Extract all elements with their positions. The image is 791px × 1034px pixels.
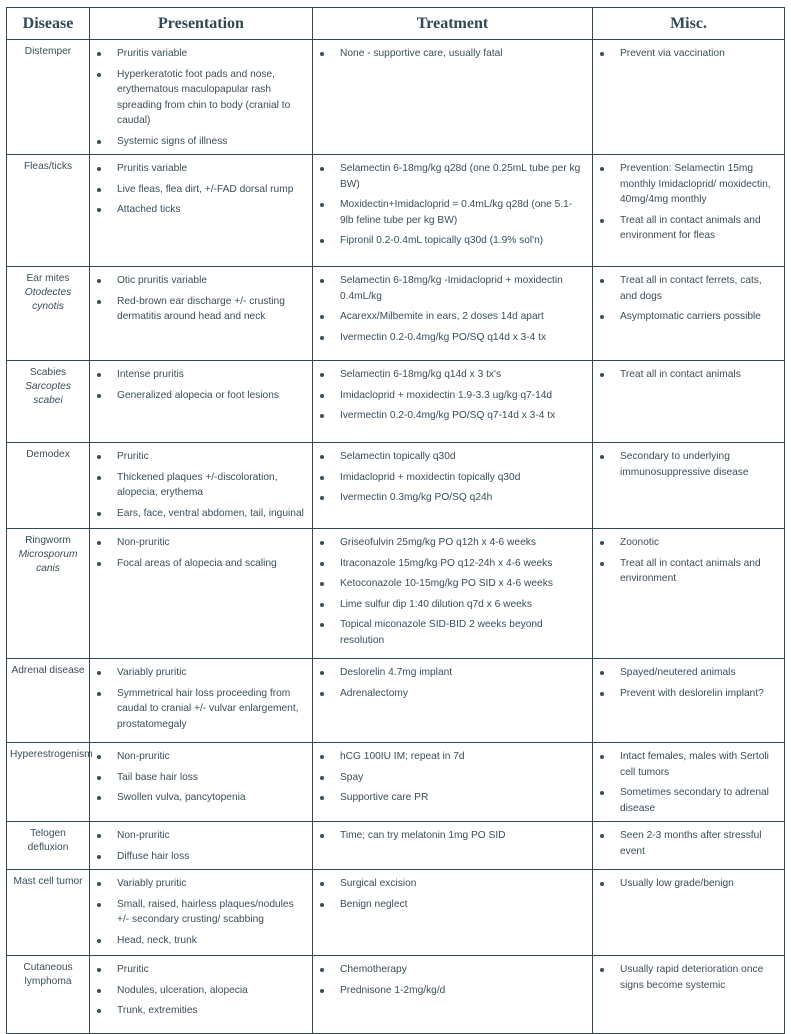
disease-name: Demodex xyxy=(26,449,70,460)
list-item: Swollen vulva, pancytopenia xyxy=(91,790,305,806)
treatment-cell xyxy=(313,40,593,155)
disease-cell xyxy=(7,267,90,361)
misc-list xyxy=(594,41,783,66)
treatment-list xyxy=(314,156,591,253)
list-item: Ears, face, ventral abdomen, tail, inguinal xyxy=(91,506,305,522)
disease-cell xyxy=(7,743,93,822)
disease-name: Ear mites xyxy=(26,273,70,284)
list-item: Asymptomatic carriers possible xyxy=(594,309,777,325)
list-item: Treat all in contact animals and environment xyxy=(594,556,777,587)
treatment-list xyxy=(314,268,591,349)
presentation-cell xyxy=(90,155,313,267)
list-item: Usually rapid deterioration once signs become systemic xyxy=(594,962,777,993)
list-item: Acarexx/Milbemite in ears, 2 doses 14d apart xyxy=(314,309,585,325)
list-item: Ketoconazole 10-15mg/kg PO SID x 4-6 weeks xyxy=(314,576,585,592)
presentation-list xyxy=(91,530,311,575)
presentation-list xyxy=(91,660,311,736)
presentation-list xyxy=(91,444,311,525)
treatment-cell xyxy=(313,659,593,743)
list-item: Variably pruritic xyxy=(91,876,305,892)
presentation-cell xyxy=(90,529,313,659)
treatment-cell xyxy=(313,155,593,267)
list-item: Adrenalectomy xyxy=(314,686,585,702)
list-item: Usually low grade/benign xyxy=(594,876,777,892)
list-item: Red-brown ear discharge +/- crusting dermatitis around head and neck xyxy=(91,294,305,325)
presentation-list xyxy=(91,362,311,407)
list-item: Prevention: Selamectin 15mg monthly Imidacloprid/ moxidectin, 40mg/4mg monthly xyxy=(594,161,777,208)
misc-list xyxy=(594,744,783,820)
list-item: Non-pruritic xyxy=(91,749,305,765)
table-body xyxy=(7,40,785,1034)
scientific-name: Sarcoptes scabei xyxy=(25,381,71,406)
treatment-list xyxy=(314,957,591,1002)
list-item: Treat all in contact animals xyxy=(594,367,777,383)
list-item: Non-pruritic xyxy=(91,535,305,551)
misc-cell xyxy=(593,822,785,870)
treatment-list xyxy=(314,660,591,705)
presentation-list xyxy=(91,823,311,868)
disease-cell xyxy=(7,529,90,659)
list-item: Pruritis variable xyxy=(91,161,305,177)
list-item: Treat all in contact ferrets, cats, and dogs xyxy=(594,273,777,304)
list-item: Live fleas, flea dirt, +/-FAD dorsal rump xyxy=(91,182,305,198)
treatment-list xyxy=(314,744,591,810)
table-row xyxy=(7,443,785,529)
misc-cell xyxy=(593,870,785,956)
list-item: Secondary to underlying immunosuppressive disease xyxy=(594,449,777,480)
misc-cell xyxy=(593,267,785,361)
treatment-cell xyxy=(313,267,593,361)
list-item: Chemotherapy xyxy=(314,962,585,978)
list-item: Trunk, extremities xyxy=(91,1003,305,1019)
table-row xyxy=(7,870,785,956)
list-item: Ivermectin 0.3mg/kg PO/SQ q24h xyxy=(314,490,585,506)
list-item: Prednisone 1-2mg/kg/d xyxy=(314,983,585,999)
table-row xyxy=(7,361,785,443)
list-item: Selamectin 6-18mg/kg q28d (one 0.25mL tube per kg BW) xyxy=(314,161,585,192)
disease-cell xyxy=(7,443,90,529)
list-item: Nodules, ulceration, alopecia xyxy=(91,983,305,999)
disease-cell xyxy=(7,361,90,443)
list-item: Generalized alopecia or foot lesions xyxy=(91,388,305,404)
presentation-cell xyxy=(90,956,313,1034)
list-item: Selamectin 6-18mg/kg q14d x 3 tx's xyxy=(314,367,585,383)
table-row xyxy=(7,267,785,361)
header-misc: Misc. xyxy=(593,8,785,40)
presentation-list xyxy=(91,268,311,329)
scientific-name: Otodectes cynotis xyxy=(24,287,72,312)
disease-table xyxy=(6,7,785,1034)
disease-name: Scabies xyxy=(29,367,67,378)
misc-list xyxy=(594,362,783,387)
treatment-list xyxy=(314,823,591,848)
list-item: Seen 2-3 months after stressful event xyxy=(594,828,777,859)
disease-name: Hyperestrogenism xyxy=(10,749,93,760)
list-item: Head, neck, trunk xyxy=(91,933,305,949)
list-item: Intact females, males with Sertoli cell tumors xyxy=(594,749,777,780)
header-row xyxy=(7,8,785,40)
treatment-cell xyxy=(313,743,593,822)
treatment-list xyxy=(314,362,591,428)
treatment-list xyxy=(314,871,591,916)
presentation-list xyxy=(91,744,311,810)
list-item: Topical miconazole SID-BID 2 weeks beyond resolution xyxy=(314,617,585,648)
treatment-list xyxy=(314,444,591,510)
treatment-list xyxy=(314,41,591,66)
header-treatment: Treatment xyxy=(313,8,593,40)
disease-name: Distemper xyxy=(24,46,72,57)
list-item: Ivermectin 0.2-0.4mg/kg PO/SQ q7-14d x 3-4 tx xyxy=(314,408,585,424)
list-item: Itraconazole 15mg/kg PO q12-24h x 4-6 weeks xyxy=(314,556,585,572)
misc-cell xyxy=(593,956,785,1034)
misc-list xyxy=(594,268,783,329)
presentation-list xyxy=(91,871,311,952)
list-item: Pruritic xyxy=(91,449,305,465)
list-item: Intense pruritis xyxy=(91,367,305,383)
list-item: Zoonotic xyxy=(594,535,777,551)
list-item: Pruritis variable xyxy=(91,46,305,62)
misc-list xyxy=(594,660,783,705)
list-item: Griseofulvin 25mg/kg PO q12h x 4-6 weeks xyxy=(314,535,585,551)
presentation-cell xyxy=(90,267,313,361)
list-item: Focal areas of alopecia and scaling xyxy=(91,556,305,572)
list-item: Fipronil 0.2-0.4mL topically q30d (1.9% sol'n) xyxy=(314,233,585,249)
presentation-list xyxy=(91,41,311,153)
presentation-list xyxy=(91,156,311,222)
table-row xyxy=(7,956,785,1034)
treatment-list xyxy=(314,530,591,652)
disease-cell xyxy=(7,40,90,155)
list-item: Non-pruritic xyxy=(91,828,305,844)
list-item: Surgical excision xyxy=(314,876,585,892)
list-item: Otic pruritis variable xyxy=(91,273,305,289)
disease-cell xyxy=(7,822,90,870)
disease-cell xyxy=(7,870,90,956)
misc-list xyxy=(594,156,783,248)
misc-cell xyxy=(593,40,785,155)
list-item: Small, raised, hairless plaques/nodules +/- secondary crusting/ scabbing xyxy=(91,897,305,928)
presentation-cell xyxy=(90,40,313,155)
list-item: Symmetrical hair loss proceeding from caudal to cranial +/- vulvar enlargement, prostatomegaly xyxy=(91,686,305,733)
presentation-cell xyxy=(90,743,313,822)
presentation-cell xyxy=(90,822,313,870)
misc-cell xyxy=(593,529,785,659)
list-item: Imidacloprid + moxidectin topically q30d xyxy=(314,470,585,486)
list-item: Supportive care PR xyxy=(314,790,585,806)
list-item: Ivermectin 0.2-0.4mg/kg PO/SQ q14d x 3-4 tx xyxy=(314,330,585,346)
table-row xyxy=(7,822,785,870)
misc-cell xyxy=(593,659,785,743)
treatment-cell xyxy=(313,443,593,529)
misc-cell xyxy=(593,155,785,267)
header-presentation: Presentation xyxy=(90,8,313,40)
header-disease: Disease xyxy=(7,8,90,40)
list-item: Benign neglect xyxy=(314,897,585,913)
list-item: Imidacloprid + moxidectin 1.9-3.3 ug/kg q7-14d xyxy=(314,388,585,404)
misc-list xyxy=(594,444,783,484)
document-page xyxy=(6,7,784,1034)
table-row xyxy=(7,743,785,822)
disease-cell xyxy=(7,155,90,267)
table-row xyxy=(7,40,785,155)
misc-cell xyxy=(593,443,785,529)
list-item: Pruritic xyxy=(91,962,305,978)
list-item: Prevent with deslorelin implant? xyxy=(594,686,777,702)
list-item: Treat all in contact animals and environment for fleas xyxy=(594,213,777,244)
list-item: hCG 100IU IM; repeat in 7d xyxy=(314,749,585,765)
table-row xyxy=(7,529,785,659)
presentation-cell xyxy=(90,870,313,956)
table-row xyxy=(7,155,785,267)
list-item: None - supportive care, usually fatal xyxy=(314,46,585,62)
treatment-cell xyxy=(313,361,593,443)
disease-name: Cutaneous lymphoma xyxy=(23,962,73,987)
list-item: Attached ticks xyxy=(91,202,305,218)
presentation-cell xyxy=(90,659,313,743)
misc-list xyxy=(594,823,783,863)
presentation-cell xyxy=(90,443,313,529)
list-item: Spay xyxy=(314,770,585,786)
treatment-cell xyxy=(313,956,593,1034)
treatment-cell xyxy=(313,529,593,659)
list-item: Thickened plaques +/-discoloration, alopecia, erythema xyxy=(91,470,305,501)
list-item: Lime sulfur dip 1:40 dilution q7d x 6 weeks xyxy=(314,597,585,613)
table-row xyxy=(7,659,785,743)
list-item: Selamectin 6-18mg/kg -Imidacloprid + moxidectin 0.4mL/kg xyxy=(314,273,585,304)
scientific-name: Microsporum canis xyxy=(18,549,78,574)
disease-name: Fleas/ticks xyxy=(23,161,73,172)
list-item: Sometimes secondary to adrenal disease xyxy=(594,785,777,816)
list-item: Prevent via vaccination xyxy=(594,46,777,62)
treatment-cell xyxy=(313,822,593,870)
disease-cell xyxy=(7,956,90,1034)
presentation-cell xyxy=(90,361,313,443)
list-item: Diffuse hair loss xyxy=(91,849,305,865)
list-item: Moxidectin+Imidacloprid = 0.4mL/kg q28d (one 5.1-9lb feline tube per kg BW) xyxy=(314,197,585,228)
presentation-list xyxy=(91,957,311,1023)
list-item: Selamectin topically q30d xyxy=(314,449,585,465)
misc-cell xyxy=(593,743,785,822)
list-item: Deslorelin 4.7mg implant xyxy=(314,665,585,681)
list-item: Hyperkeratotic foot pads and nose, erythematous maculopapular rash spreading from chin to body (cranial to caudal) xyxy=(91,67,305,129)
list-item: Variably pruritic xyxy=(91,665,305,681)
treatment-cell xyxy=(313,870,593,956)
list-item: Spayed/neutered animals xyxy=(594,665,777,681)
list-item: Tail base hair loss xyxy=(91,770,305,786)
list-item: Systemic signs of illness xyxy=(91,134,305,150)
misc-cell xyxy=(593,361,785,443)
misc-list xyxy=(594,530,783,591)
misc-list xyxy=(594,871,783,896)
disease-name: Ringworm xyxy=(25,535,71,546)
disease-name: Mast cell tumor xyxy=(13,876,83,887)
disease-name: Adrenal disease xyxy=(11,665,85,676)
list-item: Time; can try melatonin 1mg PO SID xyxy=(314,828,585,844)
disease-name: Telogen defluxion xyxy=(27,828,69,853)
disease-cell xyxy=(7,659,90,743)
misc-list xyxy=(594,957,783,997)
